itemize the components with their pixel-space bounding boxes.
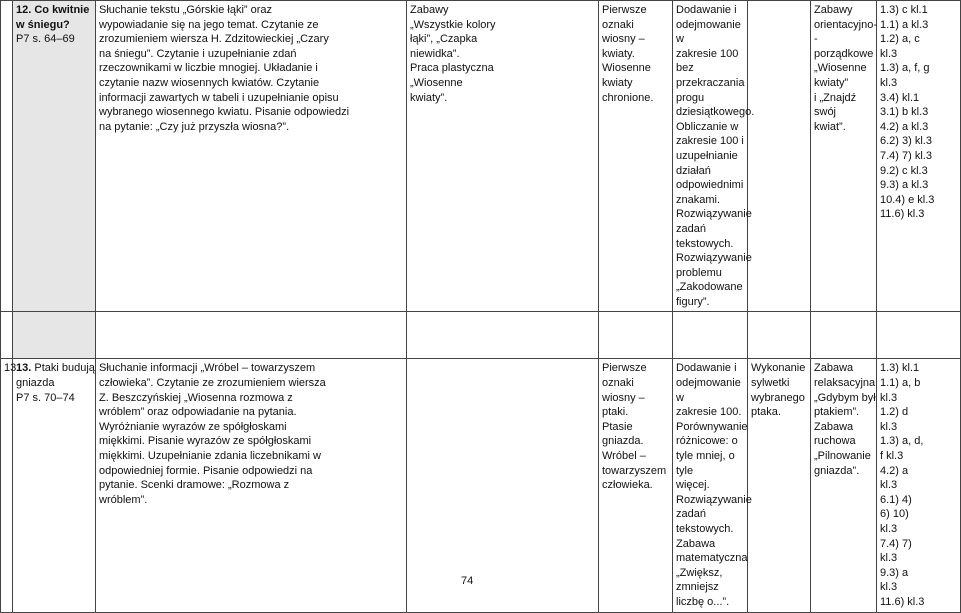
page-number: 74 xyxy=(461,575,474,587)
tech-cell: Wykonanie sylwetki wybranego ptaka. xyxy=(748,359,811,612)
table-row xyxy=(1,359,961,612)
arts-cell: Zabawy „Wszystkie kolory łąki”, „Czapka niewidka”. Praca plastyczna „Wiosenne kwiaty”. xyxy=(407,1,599,312)
table-row xyxy=(1,1,961,312)
topic-number: 13. xyxy=(16,362,32,375)
topic-cell xyxy=(13,359,96,612)
refs-cell: 1.3) c kl.1 1.1) a kl.3 1.2) a, c kl.3 1.3) a, f, g kl.3 3.4) kl.1 3.1) b kl.3 4.2) a kl.3 6.2) 3) kl.3 7.4) 7) kl.3 9.2) c kl.3 9.3) a kl.3 10.4) e kl.3 11.6) kl.3 xyxy=(877,1,961,312)
pe-cell: Zabawa relaksacyjna „Gdybym był ptakiem”. Zabawa ruchowa „Pilnowanie gniazda”. xyxy=(811,359,877,612)
row-number xyxy=(1,1,13,312)
arts-cell xyxy=(407,359,599,612)
topic-cell xyxy=(13,1,96,312)
topic-title: 12. Co kwitnie w śniegu? xyxy=(16,4,90,31)
nature-cell: Pierwsze oznaki wiosny – ptaki. Ptasie gniazda. Wróbel – towarzyszem człowieka. xyxy=(599,359,673,612)
math-cell: Dodawanie i odejmowanie w zakresie 100. Porównywanie różnicowe: o tyle mniej, o tyle więcej. Rozwiązywanie zadań tekstowych. Zabawa matematyczna „Zwiększ, zmniejsz liczbę o...”. xyxy=(673,359,748,612)
tech-cell xyxy=(748,1,811,312)
pe-cell: Zabawy orientacyjno- -porządkowe „Wiosenne kwiaty” i „Znajdź swój kwiat”. xyxy=(811,1,877,312)
topic-title: Ptaki budują gniazda P7 s. 70–74 xyxy=(16,362,95,404)
education-cell: Słuchanie informacji „Wróbel – towarzyszem człowieka”. Czytanie ze zrozumieniem wiersza Z. Beszczyńskiej „Wiosenna rozmowa z wróblem” oraz odpowiadanie na pytania. Wyróżnianie wyrazów ze spółgłoskami miękkimi. Pisanie wyrazów ze spółgłoskami miękkimi. Uzupełnianie zdania liczebnikami w odpowiedniej formie. Pisanie odpowiedzi na pytanie. Scenki dramowe: „Rozmowa z wróblem”. xyxy=(96,359,407,612)
topic-pages: P7 s. 64–69 xyxy=(16,33,75,46)
math-cell: Dodawanie i odejmowanie w zakresie 100 bez przekraczania progu dziesiątkowego. Obliczanie w zakresie 100 i uzupełnianie działań odpowiednimi znakami. Rozwiązywanie zadań tekstowych. Rozwiązywanie problemu „Zakodowane figury”. xyxy=(673,1,748,312)
table-gap-row xyxy=(1,312,961,359)
nature-cell: Pierwsze oznaki wiosny – kwiaty. Wiosenne kwiaty chronione. xyxy=(599,1,673,312)
row-number: 13. xyxy=(1,359,13,612)
refs-cell: 1.3) kl.1 1.1) a, b kl.3 1.2) d kl.3 1.3) a, d, f kl.3 4.2) a kl.3 6.1) 4) 6) 10) kl.3 7.4) 7) kl.3 9.3) a kl.3 11.6) kl.3 xyxy=(877,359,961,612)
education-cell: Słuchanie tekstu „Górskie łąki” oraz wypowiadanie się na jego temat. Czytanie ze zrozumieniem wiersza H. Zdzitowieckiej „Czary na śniegu”. Czytanie i uzupełnianie zdań rzeczownikami w liczbie mnogiej. Układanie i czytanie nazw wiosennych kwiatów. Czytanie informacji zawartych w tabeli i uzupełnianie opisu wybranego wiosennego kwiatu. Pisanie odpowiedzi na pytanie: „Czy już przyszła wiosna?”. xyxy=(96,1,407,312)
